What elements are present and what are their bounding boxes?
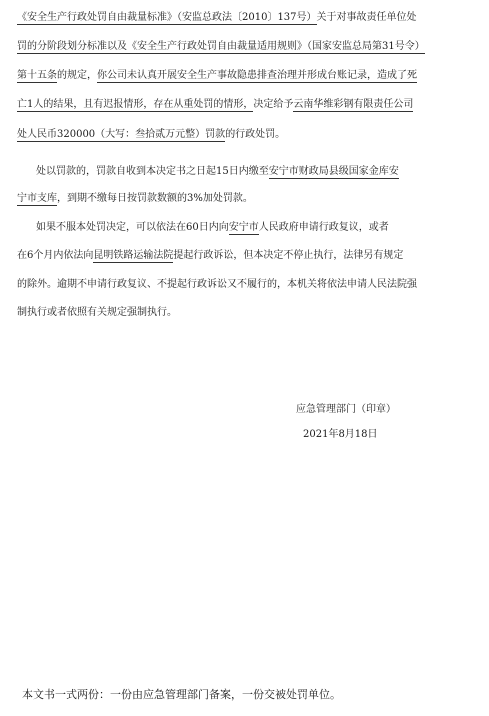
text-segment: 人民政府申请行政复议，或者 — [258, 222, 389, 233]
text-line — [17, 98, 471, 112]
violation-fact: 亡1人的结果，且有迟报情形，存在从重处罚的情形， — [17, 99, 254, 110]
text-segment: 的规定， — [57, 70, 97, 81]
text-line — [36, 165, 471, 179]
text-segment: 关于对事故责任单位处 — [316, 12, 417, 23]
text-line — [17, 128, 471, 142]
text-segment: 决定给予 — [253, 99, 294, 110]
text-segment: ，到期不缴每日按罚款数额的3%加处罚款。 — [57, 193, 253, 204]
regulation-ref: 《安全生产行政处罚自由裁量标准》（安监总政法〔2010〕137号） — [17, 12, 317, 23]
text-line: 制执行或者依照有关规定强制执行。 — [17, 307, 177, 318]
violation-fact: 你公司未认真开展安全生产事故隐患排查治理并形成台账记录，造成了死 — [97, 70, 417, 81]
issuing-agency: 应急管理部门（印章） — [296, 404, 396, 415]
text-segment: 处以罚款的，罚款自收到本决定书之日起15日内缴至 — [36, 166, 269, 177]
issue-date: 2021年8月18日 — [303, 429, 378, 440]
treasury-name: 安宁市财政局县级国家金库安 — [268, 166, 399, 177]
text-segment: 在6个月内依法向 — [17, 250, 94, 261]
text-segment: 罚的分阶段划分标准以及 — [17, 41, 127, 52]
text-segment: 如果不服本处罚决定，可以依法在60日内向 — [36, 222, 229, 233]
text-line: 的除外。逾期不申请行政复议、不提起行政诉讼又不履行的，本机关将依法申请人民法院强 — [17, 279, 417, 290]
text-line — [36, 221, 471, 235]
government-name: 安宁市 — [228, 222, 259, 233]
penalty-amount: 处人民币320000（大写：叁拾贰万元整）罚款 — [17, 129, 226, 140]
footer-note: 本文书一式两份：一份由应急管理部门备案，一份交被处罚单位。 — [22, 688, 341, 701]
court-name: 昆明铁路运输法院 — [93, 250, 174, 261]
regulation-ref: 《安全生产行政处罚自由裁量适用规则》（国家安监总局第31号令） — [127, 41, 425, 52]
text-line — [17, 69, 471, 83]
text-line — [17, 11, 471, 25]
text-segment: 提起行政诉讼，但本决定不停止执行，法律另有规定 — [173, 250, 404, 261]
text-line — [17, 249, 471, 263]
article-ref: 第十五条 — [17, 70, 57, 81]
text-segment: 的行政处罚。 — [225, 129, 286, 140]
treasury-name: 宁市支库 — [17, 193, 57, 204]
text-line — [17, 192, 471, 206]
text-line — [17, 40, 471, 54]
company-name: 云南华维彩钢有限责任公司 — [293, 99, 414, 110]
